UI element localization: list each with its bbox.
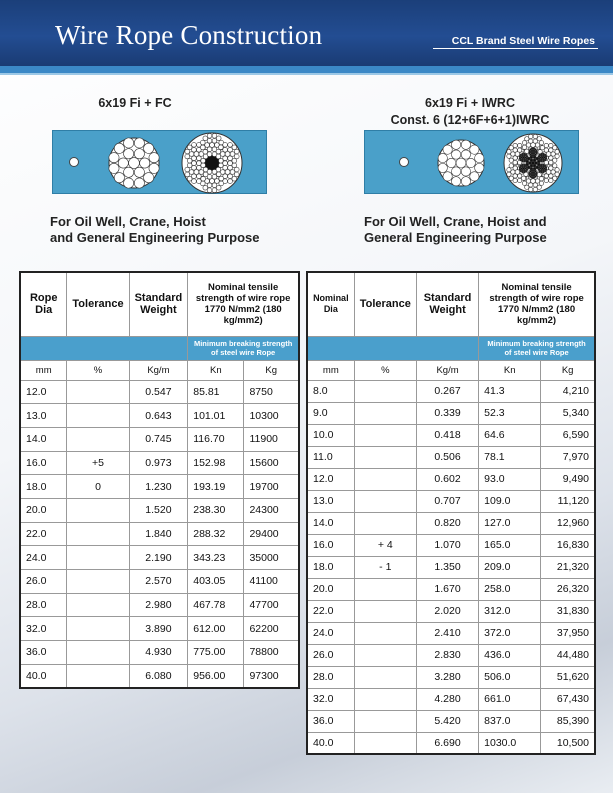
table-cell	[67, 664, 129, 688]
table-cell	[67, 546, 129, 570]
table-cell: 11900	[244, 427, 299, 451]
table-cell: 26,320	[541, 578, 595, 600]
unit-cell: %	[67, 360, 129, 380]
table-cell: 837.0	[479, 710, 541, 732]
table-cell: 3.280	[416, 666, 478, 688]
table-row	[20, 404, 299, 428]
table-row	[307, 578, 595, 600]
table-cell: 1.070	[416, 534, 478, 556]
table-cell: 78800	[244, 641, 299, 665]
table-cell	[67, 427, 129, 451]
table-row	[20, 546, 299, 570]
table-fi-fc	[19, 271, 300, 689]
table-cell: 2.020	[416, 600, 478, 622]
table-cell: 4,210	[541, 380, 595, 402]
table-cell: 372.0	[479, 622, 541, 644]
table-cell	[354, 468, 416, 490]
table-cell: 15600	[244, 451, 299, 475]
table-cell: 1.230	[129, 475, 188, 499]
table-cell	[354, 402, 416, 424]
col-header-weight: Standard Weight	[416, 272, 478, 336]
table-cell: 14.0	[307, 512, 354, 534]
table-cell: 6.080	[129, 664, 188, 688]
table-row	[307, 622, 595, 644]
table-cell: + 4	[354, 534, 416, 556]
table-cell: 16.0	[307, 534, 354, 556]
table-row	[20, 641, 299, 665]
table-cell: 20.0	[20, 498, 67, 522]
table-cell: 11,120	[541, 490, 595, 512]
table-cell: 193.19	[188, 475, 244, 499]
table-cell	[354, 490, 416, 512]
table-cell: 1.520	[129, 498, 188, 522]
table-cell: 16.0	[20, 451, 67, 475]
table-cell: 9.0	[307, 402, 354, 424]
table-cell	[354, 688, 416, 710]
table-row	[20, 617, 299, 641]
table-cell: 47700	[244, 593, 299, 617]
table-cell: 51,620	[541, 666, 595, 688]
table-cell	[354, 732, 416, 754]
left-purpose-line1: For Oil Well, Crane, Hoist	[50, 214, 206, 229]
band-spacer	[307, 336, 479, 360]
table-row	[307, 446, 595, 468]
table-cell: 22.0	[20, 522, 67, 546]
right-rope-panel	[364, 130, 579, 194]
table-cell: 10.0	[307, 424, 354, 446]
table-cell	[354, 446, 416, 468]
table-cell: 2.410	[416, 622, 478, 644]
table-cell: 35000	[244, 546, 299, 570]
table-row	[20, 475, 299, 499]
brand-underline	[433, 48, 598, 49]
table-cell: - 1	[354, 556, 416, 578]
unit-cell: Kg/m	[416, 360, 478, 380]
table-cell: 956.00	[188, 664, 244, 688]
table-row	[307, 732, 595, 754]
table-cell: 13.0	[307, 490, 354, 512]
table-cell: 0.973	[129, 451, 188, 475]
table-cell: 612.00	[188, 617, 244, 641]
table-cell: 36.0	[307, 710, 354, 732]
table-cell: 238.30	[188, 498, 244, 522]
table-cell: 40.0	[20, 664, 67, 688]
table-row	[20, 522, 299, 546]
right-construction-detail: Const. 6 (12+6F+6+1)IWRC	[390, 113, 550, 127]
table-cell: 209.0	[479, 556, 541, 578]
table-cell: 2.830	[416, 644, 478, 666]
table-row	[307, 600, 595, 622]
table-cell: 12,960	[541, 512, 595, 534]
table-row	[20, 664, 299, 688]
table-row	[307, 710, 595, 732]
table-cell: 288.32	[188, 522, 244, 546]
left-construction-label: 6x19 Fi + FC	[98, 96, 172, 110]
table-cell: 2.190	[129, 546, 188, 570]
table-cell: 28.0	[20, 593, 67, 617]
col-header-tolerance: Tolerance	[354, 272, 416, 336]
band-spacer	[20, 336, 188, 360]
strand-cross-section-icon	[108, 137, 160, 189]
page-header	[0, 0, 613, 66]
table-cell: 6.690	[416, 732, 478, 754]
col-header-weight: Standard Weight	[129, 272, 188, 336]
table-cell: 14.0	[20, 427, 67, 451]
table-cell: +5	[67, 451, 129, 475]
table-cell	[67, 617, 129, 641]
table-cell	[67, 498, 129, 522]
unit-cell: %	[354, 360, 416, 380]
table-cell: 258.0	[479, 578, 541, 600]
table-cell: 403.05	[188, 570, 244, 594]
page-title: Wire Rope Construction	[55, 20, 323, 50]
table-cell	[67, 641, 129, 665]
table-cell: 0	[67, 475, 129, 499]
right-purpose-line1: For Oil Well, Crane, Hoist and	[364, 214, 547, 229]
table-cell: 0.547	[129, 380, 188, 404]
table-cell: 127.0	[479, 512, 541, 534]
table-cell: 40.0	[307, 732, 354, 754]
table-row	[307, 424, 595, 446]
table-cell: 0.707	[416, 490, 478, 512]
table-cell: 467.78	[188, 593, 244, 617]
table-row	[307, 402, 595, 424]
unit-cell: Kg/m	[129, 360, 188, 380]
table-row	[307, 556, 595, 578]
table-cell	[354, 380, 416, 402]
table-cell: 12.0	[20, 380, 67, 404]
table-cell: 0.339	[416, 402, 478, 424]
table-cell	[67, 593, 129, 617]
table-cell: 116.70	[188, 427, 244, 451]
right-purpose-line2: General Engineering Purpose	[364, 230, 547, 245]
table-cell: 2.570	[129, 570, 188, 594]
col-header-tolerance: Tolerance	[67, 272, 129, 336]
table-cell: 2.980	[129, 593, 188, 617]
table-cell	[354, 710, 416, 732]
table-row	[307, 380, 595, 402]
table-cell: 20.0	[307, 578, 354, 600]
band-min-breaking: Minimum breaking strength of steel wire Rope	[188, 336, 299, 360]
col-header-tensile: Nominal tensile strength of wire rope 1770 N/mm2 (180 kg/mm2)	[188, 272, 299, 336]
unit-cell: Kn	[479, 360, 541, 380]
table-row	[20, 380, 299, 404]
table-cell: 41100	[244, 570, 299, 594]
table-cell: 0.820	[416, 512, 478, 534]
rope-iwrc-cross-section-icon	[503, 133, 563, 193]
table-cell: 0.602	[416, 468, 478, 490]
table-cell: 8.0	[307, 380, 354, 402]
table-cell: 0.643	[129, 404, 188, 428]
left-purpose-line2: and General Engineering Purpose	[50, 230, 260, 245]
table-cell: 10300	[244, 404, 299, 428]
table-row	[20, 427, 299, 451]
table-cell: 28.0	[307, 666, 354, 688]
table-cell: 8750	[244, 380, 299, 404]
table-cell: 41.3	[479, 380, 541, 402]
col-header-dia: Rope Dia	[20, 272, 67, 336]
col-header-tensile: Nominal tensile strength of wire rope 1770 N/mm2 (180 kg/mm2)	[479, 272, 595, 336]
col-header-dia: Nominal Dia	[307, 272, 354, 336]
table-cell: 7,970	[541, 446, 595, 468]
table-cell: 85,390	[541, 710, 595, 732]
unit-cell: mm	[20, 360, 67, 380]
table-cell: 22.0	[307, 600, 354, 622]
table-cell: 5.420	[416, 710, 478, 732]
units-row	[20, 360, 299, 380]
table-cell: 9,490	[541, 468, 595, 490]
table-cell	[354, 644, 416, 666]
table-cell	[354, 600, 416, 622]
table-row	[20, 498, 299, 522]
table-cell: 31,830	[541, 600, 595, 622]
table-row	[307, 534, 595, 556]
table-cell: 24.0	[20, 546, 67, 570]
table-cell: 67,430	[541, 688, 595, 710]
table-cell	[354, 578, 416, 600]
table-cell: 152.98	[188, 451, 244, 475]
table-cell: 343.23	[188, 546, 244, 570]
table-cell	[67, 570, 129, 594]
unit-cell: Kg	[541, 360, 595, 380]
table-cell: 32.0	[20, 617, 67, 641]
table-cell	[354, 622, 416, 644]
table-cell: 3.890	[129, 617, 188, 641]
table-cell: 26.0	[307, 644, 354, 666]
table-cell: 4.930	[129, 641, 188, 665]
left-purpose	[50, 214, 260, 246]
table-cell: 21,320	[541, 556, 595, 578]
table-row	[307, 644, 595, 666]
unit-cell: Kg	[244, 360, 299, 380]
table-cell: 5,340	[541, 402, 595, 424]
table-cell	[67, 380, 129, 404]
table-row	[20, 451, 299, 475]
brand-name: CCL Brand Steel Wire Ropes	[451, 35, 595, 47]
table-cell: 64.6	[479, 424, 541, 446]
table-cell: 97300	[244, 664, 299, 688]
table-cell: 12.0	[307, 468, 354, 490]
table-cell: 32.0	[307, 688, 354, 710]
table-cell: 24.0	[307, 622, 354, 644]
table-fi-iwrc	[306, 271, 596, 755]
core-dot-icon	[399, 157, 409, 167]
table-cell	[67, 404, 129, 428]
table-cell: 10,500	[541, 732, 595, 754]
right-purpose	[364, 214, 547, 246]
table-cell: 0.418	[416, 424, 478, 446]
table-cell: 0.745	[129, 427, 188, 451]
table-cell: 0.267	[416, 380, 478, 402]
table-cell: 1.840	[129, 522, 188, 546]
table-cell: 37,950	[541, 622, 595, 644]
strand-cross-section-icon	[437, 139, 485, 187]
table-cell: 11.0	[307, 446, 354, 468]
table-cell: 19700	[244, 475, 299, 499]
table-cell: 1.670	[416, 578, 478, 600]
table-row	[307, 468, 595, 490]
table-cell: 165.0	[479, 534, 541, 556]
table-cell: 661.0	[479, 688, 541, 710]
table-row	[307, 490, 595, 512]
header-accent-bar	[0, 66, 613, 73]
table-row	[20, 593, 299, 617]
table-cell: 62200	[244, 617, 299, 641]
units-row	[307, 360, 595, 380]
table-cell: 506.0	[479, 666, 541, 688]
table-cell: 26.0	[20, 570, 67, 594]
table-row	[307, 666, 595, 688]
table-cell: 312.0	[479, 600, 541, 622]
table-cell	[67, 522, 129, 546]
table-cell: 1.350	[416, 556, 478, 578]
table-cell: 16,830	[541, 534, 595, 556]
table-cell: 0.506	[416, 446, 478, 468]
table-cell: 101.01	[188, 404, 244, 428]
table-row	[20, 570, 299, 594]
table-cell: 93.0	[479, 468, 541, 490]
core-dot-icon	[69, 157, 79, 167]
table-cell: 78.1	[479, 446, 541, 468]
rope-fc-cross-section-icon	[181, 132, 243, 194]
table-cell: 18.0	[20, 475, 67, 499]
table-cell: 85.81	[188, 380, 244, 404]
table-cell: 109.0	[479, 490, 541, 512]
table-cell: 13.0	[20, 404, 67, 428]
table-row	[307, 512, 595, 534]
table-cell: 29400	[244, 522, 299, 546]
band-min-breaking: Minimum breaking strength of steel wire Rope	[479, 336, 595, 360]
unit-cell: mm	[307, 360, 354, 380]
table-cell: 1030.0	[479, 732, 541, 754]
header-accent-line	[0, 73, 613, 75]
table-cell	[354, 512, 416, 534]
table-cell: 4.280	[416, 688, 478, 710]
table-cell: 775.00	[188, 641, 244, 665]
table-cell: 44,480	[541, 644, 595, 666]
table-cell	[354, 666, 416, 688]
table-cell: 52.3	[479, 402, 541, 424]
table-row	[307, 688, 595, 710]
table-cell: 6,590	[541, 424, 595, 446]
table-cell: 36.0	[20, 641, 67, 665]
table-cell: 18.0	[307, 556, 354, 578]
table-cell: 24300	[244, 498, 299, 522]
table-cell: 436.0	[479, 644, 541, 666]
unit-cell: Kn	[188, 360, 244, 380]
right-construction-label: 6x19 Fi + IWRC	[425, 96, 515, 110]
table-cell	[354, 424, 416, 446]
left-rope-panel	[52, 130, 267, 194]
